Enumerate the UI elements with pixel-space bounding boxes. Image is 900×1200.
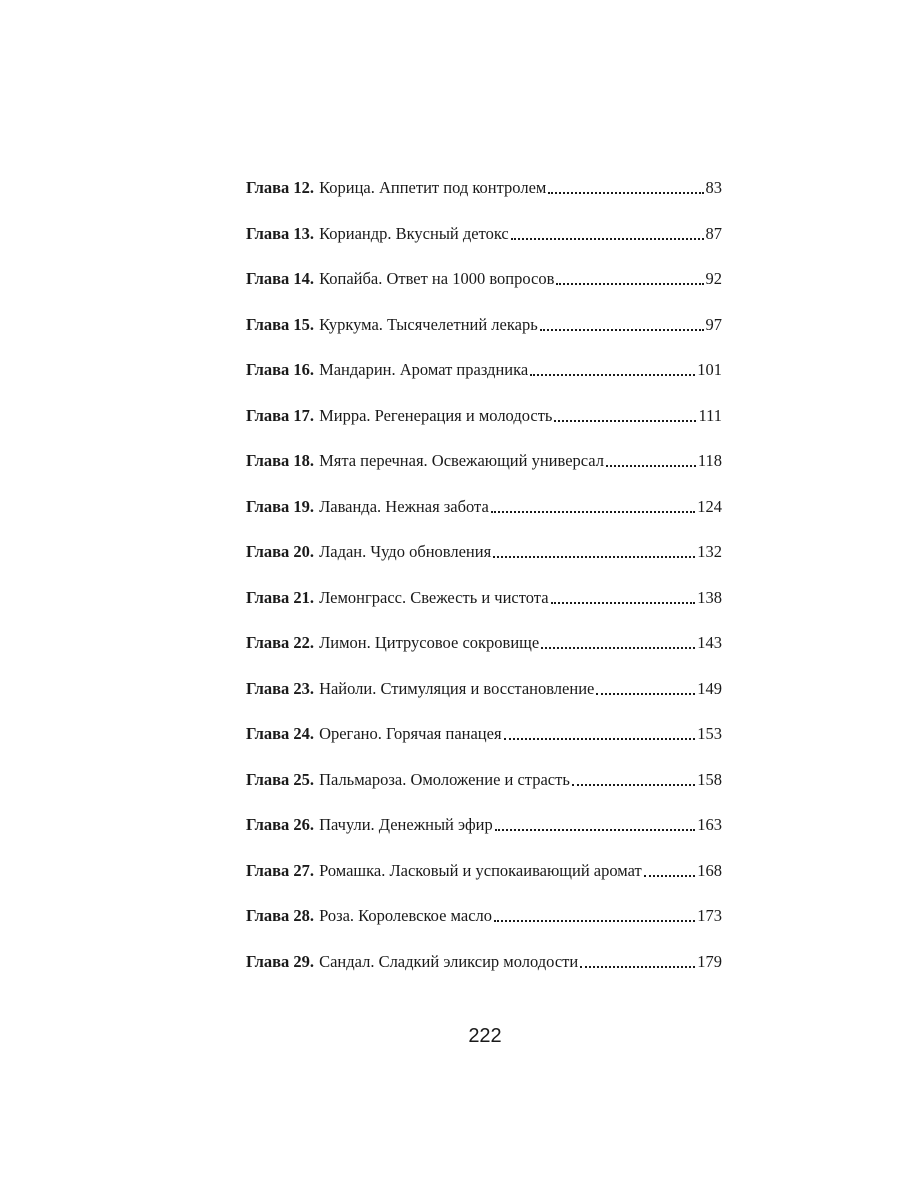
- dot-leader: [548, 192, 703, 194]
- chapter-number: Глава 24.: [246, 724, 315, 743]
- chapter-number: Глава 16.: [246, 360, 315, 379]
- chapter-number: Глава 12.: [246, 178, 315, 197]
- dot-leader: [530, 374, 695, 376]
- chapter-title: Ромашка. Ласковый и успокаивающий аромат: [319, 860, 642, 880]
- page-number: 101: [697, 360, 722, 379]
- page-number: 111: [698, 405, 722, 425]
- chapter-title: Орегано. Горячая панацея: [319, 724, 502, 743]
- chapter-number: Глава 19.: [246, 496, 315, 516]
- dot-leader: [541, 647, 695, 649]
- dot-leader: [554, 420, 696, 422]
- chapter-title: Ладан. Чудо обновления: [319, 542, 492, 561]
- dot-leader: [540, 329, 704, 331]
- toc-entry: [246, 908, 722, 954]
- page-number: 153: [697, 724, 722, 743]
- chapter-title: Копайба. Ответ на 1000 вопросов: [319, 269, 555, 288]
- folio-page-number: 222: [468, 1025, 502, 1047]
- chapter-title: Пачули. Денежный эфир: [319, 815, 493, 834]
- toc-entry: [246, 817, 722, 863]
- page-number: 87: [705, 223, 722, 243]
- dot-leader: [493, 556, 695, 558]
- toc-entry: [246, 496, 722, 545]
- page-number: 179: [697, 951, 722, 971]
- chapter-number: Глава 14.: [246, 269, 315, 288]
- toc-entry: [246, 314, 722, 363]
- page-number: 83: [705, 178, 722, 197]
- dot-leader: [572, 784, 695, 786]
- toc-entry: [246, 180, 722, 226]
- dot-leader: [491, 511, 695, 513]
- dot-leader: [580, 966, 695, 968]
- chapter-title: Мандарин. Аромат праздника: [319, 360, 529, 379]
- toc-entry: [246, 587, 722, 636]
- toc-entry: [246, 544, 722, 590]
- dot-leader: [596, 693, 695, 695]
- table-of-contents: [246, 180, 722, 999]
- dot-leader: [504, 738, 696, 740]
- chapter-title: Куркума. Тысячелетний лекарь: [319, 314, 538, 334]
- toc-entry: [246, 951, 722, 1000]
- dot-leader: [556, 283, 703, 285]
- dot-leader: [511, 238, 704, 240]
- chapter-number: Глава 28.: [246, 906, 315, 925]
- page-number: 143: [697, 633, 722, 652]
- toc-entry: [246, 223, 722, 272]
- toc-entry: [246, 860, 722, 909]
- toc-entry: [246, 635, 722, 681]
- page-number: 138: [697, 587, 722, 607]
- chapter-title: Мирра. Регенерация и молодость: [319, 405, 553, 425]
- toc-entry: [246, 362, 722, 408]
- page-number: 118: [697, 451, 722, 470]
- page-number: 124: [697, 496, 722, 516]
- chapter-number: Глава 20.: [246, 542, 315, 561]
- toc-entry: [246, 769, 722, 818]
- chapter-title: Роза. Королевское масло: [319, 906, 492, 925]
- toc-entry: [246, 726, 722, 772]
- chapter-number: Глава 15.: [246, 314, 315, 334]
- chapter-title: Кориандр. Вкусный детокс: [319, 223, 509, 243]
- chapter-title: Найоли. Стимуляция и восстановление: [319, 678, 595, 698]
- toc-entry: [246, 405, 722, 454]
- toc-entry: [246, 453, 722, 499]
- chapter-title: Сандал. Сладкий эликсир молодости: [319, 951, 579, 971]
- page-number: 158: [697, 769, 722, 789]
- dot-leader: [551, 602, 696, 604]
- chapter-number: Глава 23.: [246, 678, 315, 698]
- dot-leader: [606, 465, 696, 467]
- chapter-number: Глава 27.: [246, 860, 315, 880]
- chapter-number: Глава 17.: [246, 405, 315, 425]
- chapter-number: Глава 18.: [246, 451, 315, 470]
- page-number: 173: [697, 906, 722, 925]
- chapter-title: Пальмароза. Омоложение и страсть: [319, 769, 570, 789]
- page-number: 132: [697, 542, 722, 561]
- toc-entry: [246, 678, 722, 727]
- page-number: 163: [697, 815, 722, 834]
- chapter-number: Глава 25.: [246, 769, 315, 789]
- chapter-title: Лемонграсс. Свежесть и чистота: [319, 587, 549, 607]
- chapter-title: Лимон. Цитрусовое сокровище: [319, 633, 540, 652]
- chapter-number: Глава 21.: [246, 587, 315, 607]
- chapter-number: Глава 29.: [246, 951, 315, 971]
- page-number: 168: [697, 860, 722, 880]
- page-number: 92: [705, 269, 722, 288]
- dot-leader: [494, 920, 695, 922]
- chapter-title: Корица. Аппетит под контролем: [319, 178, 547, 197]
- chapter-title: Лаванда. Нежная забота: [319, 496, 489, 516]
- dot-leader: [495, 829, 696, 831]
- page-number: 97: [705, 314, 722, 334]
- toc-entry: [246, 271, 722, 317]
- chapter-number: Глава 22.: [246, 633, 315, 652]
- chapter-number: Глава 13.: [246, 223, 315, 243]
- chapter-number: Глава 26.: [246, 815, 315, 834]
- dot-leader: [644, 875, 696, 877]
- page-number: 149: [697, 678, 722, 698]
- chapter-title: Мята перечная. Освежающий универсал: [319, 451, 604, 470]
